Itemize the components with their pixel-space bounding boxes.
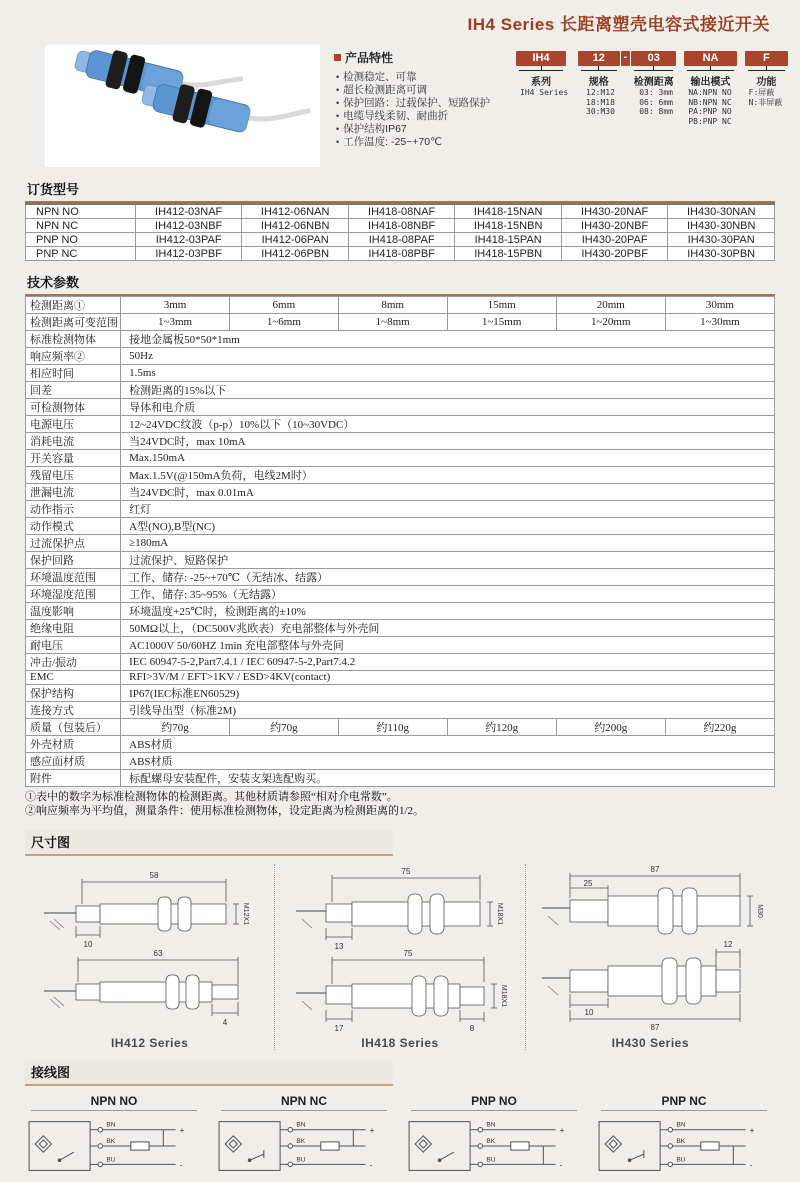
sensor-symbol-icon — [35, 1135, 74, 1161]
footnote: ②响应频率为平均值，测量条件：使用标准检测物体，设定距离为检测距离的1/2。 — [25, 804, 425, 817]
model-cell: IH430-30PAN — [668, 233, 775, 247]
dim-length-label: 75 — [401, 866, 411, 876]
spec-value: 50MΩ以上，（DC500V兆欧表）充电部整体与外壳间 — [121, 620, 775, 637]
plus-terminal: + — [179, 1125, 185, 1135]
model-cell: IH430-20NAF — [561, 204, 667, 219]
wiring-title: PNP NC — [661, 1093, 707, 1108]
dim-thread2-label: M18X1 — [499, 984, 507, 1007]
feature-item: • 超长检测距离可调 — [336, 84, 514, 97]
line — [581, 70, 617, 71]
dim-tip-label: 12 — [723, 939, 733, 949]
spec-value: 1~3mm — [121, 314, 230, 331]
table-row — [26, 735, 775, 752]
table-row — [26, 450, 775, 467]
dim-head-label: 13 — [334, 941, 344, 951]
minus-terminal: - — [559, 1159, 563, 1169]
code-segment-output — [684, 51, 736, 126]
dim-tip-label: 4 — [222, 1017, 227, 1027]
wiring-npn-nc — [215, 1090, 393, 1182]
spec-label: 泄漏电流 — [26, 484, 121, 501]
spec-value: 1.5ms — [121, 365, 775, 382]
model-cell: IH430-20PBF — [561, 247, 667, 261]
feature-item: • 保护回路：过载保护、短路保护 — [336, 97, 514, 110]
spec-value: 过流保护、短路保护 — [121, 552, 775, 569]
segment-option: 30:M30 — [586, 107, 615, 116]
model-cell: IH412-06NBN — [242, 219, 349, 233]
spec-value: 引线导出型（标准2M) — [121, 701, 775, 718]
feature-item: • 检测稳定、可靠 — [336, 71, 514, 84]
spec-label: 质量（包装后） — [26, 718, 121, 735]
ordering-heading: 订货型号 — [25, 177, 775, 203]
dim-thread-label: M30 — [756, 903, 764, 918]
npn-nc-circuit — [215, 1113, 393, 1177]
segment-option: 08: 8mm — [639, 107, 673, 116]
spec-value: 12~24VDC纹波（p-p）10%以下（10~30VDC） — [121, 416, 775, 433]
spec-label: EMC — [26, 671, 121, 685]
segment-option: 06: 6mm — [639, 97, 673, 107]
model-cell: IH430-30PBN — [668, 247, 775, 261]
spec-value: 约110g — [338, 718, 447, 735]
dimensions-heading: 尺寸图 — [25, 830, 393, 856]
model-cell: IH418-08PBF — [348, 247, 454, 261]
output-type-cell: NPN NC — [26, 219, 136, 233]
wire-bk-label: BK — [486, 1137, 496, 1145]
spec-label: 可检测物体 — [26, 399, 121, 416]
table-row — [26, 769, 775, 786]
load-resistor — [701, 1142, 719, 1150]
load-resistor — [131, 1142, 149, 1150]
dim-length2-label: 87 — [650, 1022, 660, 1032]
wiring-heading: 接线图 — [25, 1060, 393, 1086]
wiring-pnp-no — [405, 1090, 583, 1182]
spec-label: 感应面材质 — [26, 752, 121, 769]
model-cell: IH412-06PAN — [242, 233, 349, 247]
table-row — [26, 535, 775, 552]
dim-head2-label: 17 — [334, 1023, 344, 1033]
wiring-pnp-nc — [595, 1090, 773, 1182]
spec-label: 消耗电流 — [26, 433, 121, 450]
wiring-title: PNP NO — [471, 1093, 517, 1108]
spec-value: 6mm — [229, 297, 338, 314]
spec-value: 标配螺母安装配件，安装支架选配购买。 — [121, 769, 775, 786]
spec-value: 工作、储存: -25~+70℃（无结冰、结露） — [121, 569, 775, 586]
minus-terminal: - — [369, 1159, 373, 1169]
footnotes — [25, 790, 775, 818]
spec-value: 8mm — [338, 297, 447, 314]
dim-thread-label: M12X1 — [241, 902, 249, 925]
segment-label: 功能 — [756, 77, 777, 88]
spec-value: 1~20mm — [556, 314, 665, 331]
table-row — [26, 233, 775, 247]
spec-label: 开关容量 — [26, 450, 121, 467]
spec-label: 温度影响 — [26, 603, 121, 620]
table-row — [26, 752, 775, 769]
spec-value: 环境温度+25℃时，检测距离的±10% — [121, 603, 775, 620]
segment-label: 检测距离 — [633, 77, 674, 88]
model-cell: IH412-03NBF — [135, 219, 241, 233]
model-cell: IH418-08NAF — [348, 204, 454, 219]
spec-value: 20mm — [556, 297, 665, 314]
spec-label: 过流保护点 — [26, 535, 121, 552]
table-row — [26, 399, 775, 416]
segment-option: IH4 Series — [520, 88, 569, 97]
ih418-dimension-drawing — [280, 864, 520, 1034]
code-separator: - — [620, 51, 632, 66]
model-cell: IH412-03PBF — [135, 247, 241, 261]
wire-bu-label: BU — [676, 1155, 686, 1163]
specs-heading: 技术参数 — [25, 270, 775, 296]
spec-value: 约220g — [665, 718, 774, 735]
specs-table — [25, 296, 775, 787]
minus-terminal: - — [179, 1159, 183, 1169]
wiring-title: NPN NO — [90, 1093, 138, 1108]
model-cell: IH418-15PAN — [455, 233, 562, 247]
divider — [221, 1110, 387, 1111]
table-row — [26, 654, 775, 671]
model-cell: IH418-15PBN — [455, 247, 562, 261]
load-resistor — [511, 1142, 529, 1150]
spec-value: Max.1.5V(@150mA负荷，电线2M时） — [121, 467, 775, 484]
spec-value: AC1000V 50/60HZ 1min 充电部整体与外壳间 — [121, 637, 775, 654]
spec-value: 工作、储存: 35~95%（无结露） — [121, 586, 775, 603]
spec-value: IEC 60947-5-2,Part7.4.1 / IEC 60947-5-2,Part7.4.2 — [121, 654, 775, 671]
table-row — [26, 314, 775, 331]
spec-label: 保护结构 — [26, 684, 121, 701]
spec-value: 1~8mm — [338, 314, 447, 331]
code-box: NA — [684, 51, 736, 66]
code-box: F — [745, 51, 788, 66]
table-row — [26, 348, 775, 365]
drawing-caption: IH430 Series — [611, 1035, 690, 1050]
table-row — [26, 433, 775, 450]
table-row — [26, 684, 775, 701]
dim-head2-label: 10 — [584, 1007, 594, 1017]
wire-bn-label: BN — [676, 1121, 686, 1129]
dim-thread-label: M18X1 — [495, 902, 503, 925]
sensor-symbol-icon — [415, 1135, 454, 1161]
code-segment-series — [516, 51, 569, 98]
segment-option: 12:M12 — [586, 88, 615, 97]
model-cell: IH418-15NAN — [455, 204, 562, 219]
features-heading-label: 产品特性 — [345, 51, 394, 65]
spec-label: 动作模式 — [26, 518, 121, 535]
specs-section — [25, 270, 775, 818]
dimension-drawings — [25, 864, 775, 1050]
model-cell: IH430-30NAN — [668, 204, 775, 219]
segment-option: F:屏蔽 — [748, 88, 775, 97]
table-row — [26, 637, 775, 654]
spec-value: 50Hz — [121, 348, 775, 365]
spec-value: ≥180mA — [121, 535, 775, 552]
sensor-symbol-icon — [605, 1135, 644, 1161]
spec-value: RFI>3V/M / EFT>1KV / ESD>4KV(contact) — [121, 671, 775, 685]
page-title: IH4 Series 长距离塑壳电容式接近开关 — [467, 15, 770, 34]
table-row — [26, 297, 775, 314]
table-row — [26, 382, 775, 399]
minus-terminal: - — [749, 1159, 753, 1169]
code-segment-function — [745, 51, 788, 107]
features-list — [336, 71, 514, 149]
table-row — [26, 467, 775, 484]
spec-value: 约70g — [121, 718, 230, 735]
pnp-no-circuit — [405, 1113, 583, 1177]
code-box: 03 — [631, 51, 676, 66]
spec-value: 红灯 — [121, 501, 775, 518]
spec-label: 响应频率② — [26, 348, 121, 365]
spec-label: 绝缘电阻 — [26, 620, 121, 637]
npn-no-circuit — [25, 1113, 203, 1177]
plus-terminal: + — [369, 1125, 375, 1135]
dimensions-section — [25, 830, 775, 856]
spec-label: 电源电压 — [26, 416, 121, 433]
wiring-section — [25, 1060, 775, 1086]
model-cell: IH412-03NAF — [135, 204, 241, 219]
top-band — [0, 37, 800, 177]
header — [0, 0, 800, 37]
output-type-cell: NPN NO — [26, 204, 136, 219]
dim-length-label: 87 — [650, 864, 660, 874]
spec-label: 连接方式 — [26, 701, 121, 718]
feature-item: • 工作温度: -25~+70℃ — [336, 136, 514, 149]
model-cell: IH412-03PAF — [135, 233, 241, 247]
spec-value: 导体和电介质 — [121, 399, 775, 416]
spec-value: 1~15mm — [447, 314, 556, 331]
segment-option: NB:NPN NC — [688, 97, 732, 107]
plus-terminal: + — [559, 1125, 565, 1135]
table-row — [26, 247, 775, 261]
segment-option: PA:PNP NO — [688, 107, 732, 116]
table-row — [26, 569, 775, 586]
wiring-diagrams — [25, 1090, 775, 1182]
footnote: ①表中的数字为标准检测物体的检测距离。其他材质请参照“相对介电常数”。 — [25, 790, 398, 803]
dim-length2-label: 63 — [153, 948, 163, 958]
model-cell: IH430-30NBN — [668, 219, 775, 233]
code-segment-distance — [631, 51, 676, 117]
line — [748, 70, 785, 71]
segment-label: 规格 — [588, 77, 609, 88]
table-row — [26, 620, 775, 637]
spec-value: A型(NO),B型(NC) — [121, 518, 775, 535]
wire-bk-label: BK — [676, 1137, 686, 1145]
spec-label: 耐电压 — [26, 637, 121, 654]
spec-label: 标准检测物体 — [26, 331, 121, 348]
output-type-cell: PNP NC — [26, 247, 136, 261]
feature-item: • 电缆导线柔韧、耐曲折 — [336, 110, 514, 123]
spec-value: 当24VDC时，max 0.01mA — [121, 484, 775, 501]
table-row — [26, 204, 775, 219]
table-row — [26, 718, 775, 735]
spec-value: 1~6mm — [229, 314, 338, 331]
line — [634, 70, 673, 71]
model-cell: IH418-15NBN — [455, 219, 562, 233]
spec-value: 1~30mm — [665, 314, 774, 331]
spec-value: 约120g — [447, 718, 556, 735]
wiring-npn-no — [25, 1090, 203, 1182]
table-row — [26, 331, 775, 348]
wire-bk-label: BK — [106, 1137, 116, 1145]
drawing-caption: IH418 Series — [361, 1035, 439, 1050]
wire-bu-label: BU — [486, 1155, 496, 1163]
model-cell: IH412-06PBN — [242, 247, 349, 261]
spec-label: 附件 — [26, 769, 121, 786]
spec-label: 环境温度范围 — [26, 569, 121, 586]
table-row — [26, 552, 775, 569]
product-features — [334, 49, 514, 149]
table-row — [26, 701, 775, 718]
segment-option: 03: 3mm — [639, 88, 673, 97]
spec-value: 15mm — [447, 297, 556, 314]
wiring-title: NPN NC — [280, 1093, 327, 1108]
line — [687, 70, 733, 71]
sensor-symbol-icon — [225, 1135, 264, 1161]
code-box: 12 — [578, 51, 620, 66]
table-row — [26, 586, 775, 603]
dim-head-label: 10 — [83, 939, 93, 949]
spec-label: 冲击/振动 — [26, 654, 121, 671]
spec-value: 约200g — [556, 718, 665, 735]
spec-label: 残留电压 — [26, 467, 121, 484]
dim-length2-label: 75 — [403, 948, 413, 958]
drawing-ih418 — [274, 864, 524, 1050]
wire-bu-label: BU — [106, 1155, 116, 1163]
spec-label: 相应时间 — [26, 365, 121, 382]
segment-option: PB:PNP NC — [688, 116, 732, 126]
spec-value: IP67(IEC标准EN60529) — [121, 684, 775, 701]
table-row — [26, 219, 775, 233]
wire-bn-label: BN — [106, 1121, 116, 1129]
table-row — [26, 484, 775, 501]
table-row — [26, 501, 775, 518]
wire-bn-label: BN — [296, 1121, 306, 1129]
spec-label: 保护回路 — [26, 552, 121, 569]
code-segment-size — [578, 51, 620, 117]
spec-value: 当24VDC时，max 10mA — [121, 433, 775, 450]
code-box: IH4 — [516, 51, 566, 66]
dim-tip-label: 8 — [469, 1023, 475, 1033]
spec-value: ABS材质 — [121, 735, 775, 752]
dim-length-label: 58 — [149, 870, 159, 880]
table-row — [26, 518, 775, 535]
spec-value: 30mm — [665, 297, 774, 314]
drawing-ih412 — [25, 864, 274, 1050]
spec-value: ABS材质 — [121, 752, 775, 769]
wire-bu-label: BU — [296, 1155, 306, 1163]
segment-option: NA:NPN NO — [688, 88, 732, 97]
spec-value: 检测距离的15%以下 — [121, 382, 775, 399]
spec-value: Max.150mA — [121, 450, 775, 467]
feature-item: • 保护结构IP67 — [336, 123, 514, 136]
wire-bn-label: BN — [486, 1121, 496, 1129]
ih430-dimension-drawing — [530, 864, 770, 1034]
model-cell: IH430-20PAF — [561, 233, 667, 247]
spec-value: 约70g — [229, 718, 338, 735]
ordering-table — [25, 203, 775, 261]
wire-bk-label: BK — [296, 1137, 306, 1145]
output-type-cell: PNP NO — [26, 233, 136, 247]
model-code-legend — [516, 51, 788, 126]
segment-option: 18:M18 — [586, 97, 615, 107]
table-row — [26, 603, 775, 620]
spec-label: 外壳材质 — [26, 735, 121, 752]
spec-label: 检测距离可变范围 — [26, 314, 121, 331]
features-heading — [334, 49, 514, 66]
plus-terminal: + — [749, 1125, 755, 1135]
segment-label: 输出模式 — [690, 77, 731, 88]
table-row — [26, 671, 775, 685]
ordering-section — [25, 177, 775, 261]
spec-label: 检测距离① — [26, 297, 121, 314]
divider — [31, 1110, 197, 1111]
model-cell: IH418-08PAF — [348, 233, 454, 247]
spec-label: 环境湿度范围 — [26, 586, 121, 603]
model-cell: IH412-06NAN — [242, 204, 349, 219]
model-cell: IH430-20NBF — [561, 219, 667, 233]
bullet-square-icon — [334, 54, 341, 61]
drawing-ih430 — [525, 864, 775, 1050]
divider — [601, 1110, 767, 1111]
spec-label: 动作指示 — [26, 501, 121, 518]
segment-label: 系列 — [531, 77, 551, 88]
line — [519, 70, 563, 71]
spec-value: 3mm — [121, 297, 230, 314]
load-resistor — [321, 1142, 339, 1150]
drawing-caption: IH412 Series — [110, 1035, 189, 1050]
segment-option: N:非屏蔽 — [748, 97, 783, 107]
pnp-nc-circuit — [595, 1113, 773, 1177]
dim-head-label: 25 — [583, 878, 593, 888]
sensor-product-image — [45, 45, 320, 167]
spec-label: 回差 — [26, 382, 121, 399]
product-photo — [45, 45, 320, 167]
table-row — [26, 416, 775, 433]
ih412-dimension-drawing — [30, 864, 270, 1034]
table-row — [26, 365, 775, 382]
model-cell: IH418-08NBF — [348, 219, 454, 233]
divider — [411, 1110, 577, 1111]
spec-value: 接地金属板50*50*1mm — [121, 331, 775, 348]
